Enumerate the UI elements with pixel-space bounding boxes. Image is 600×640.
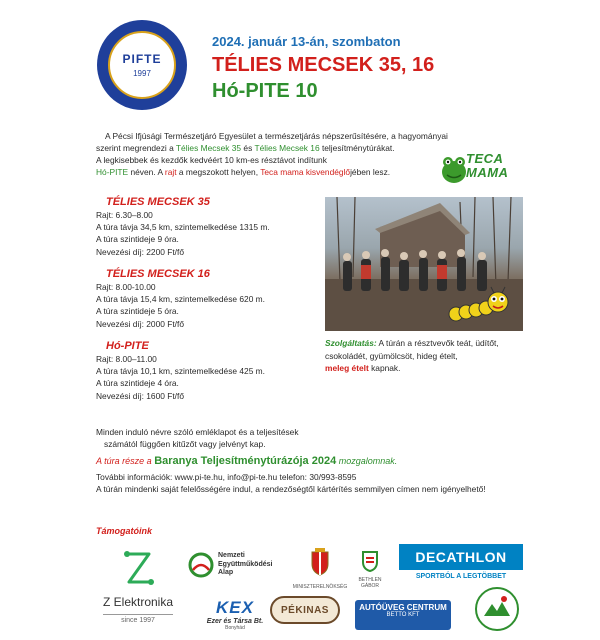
sponsor-ministry xyxy=(290,548,350,588)
intro-text-2b: és xyxy=(241,143,255,153)
service-line-2 xyxy=(325,350,525,363)
intro-hopite: Hó-PITE xyxy=(96,167,129,177)
event-date: 2024. január 13-án, szombaton xyxy=(212,34,401,49)
teca-mama-text xyxy=(466,152,508,180)
coat-of-arms-icon xyxy=(309,548,331,576)
tour-time: A túra szintideje 9 óra. xyxy=(96,234,179,245)
service-text-1: A túrán a résztvevők teát, üdítőt, xyxy=(376,338,499,348)
tour-distance: A túra távja 10,1 km, szintemelkedése 425 m. xyxy=(96,366,265,377)
intro-text-1: A Pécsi Ifjúsági Természetjáró Egyesület a természetjárás népszerűsítésére, a hagyományai xyxy=(105,131,448,141)
series-name: Baranya Teljesítménytúrázója 2024 xyxy=(154,455,337,467)
bethlen-logo-icon xyxy=(361,550,379,572)
kex-logo: KEX xyxy=(216,598,254,617)
intro-tour-16: Télies Mecsek 16 xyxy=(254,143,320,153)
intro-text-4d: a megszokott helyen, xyxy=(176,167,261,177)
service-line-3 xyxy=(325,362,525,375)
teca-text-1: TECA xyxy=(466,151,504,166)
z-elektronika-name: Z Elektronika xyxy=(102,595,174,609)
tour-fee: Nevezési díj: 2200 Ft/fő xyxy=(96,246,184,257)
autouveg-title: AUTÓÜVEG CENTRUM xyxy=(359,603,447,612)
sponsor-decathlon xyxy=(399,544,523,586)
caterpillar-mascot-icon xyxy=(448,286,510,326)
sponsor-bethlen xyxy=(350,550,390,589)
nea-logo-icon xyxy=(188,552,214,578)
intro-text-2a: szerint megrendezi a xyxy=(96,143,176,153)
club-logo-emblem xyxy=(108,31,176,99)
tour-fee: Nevezési díj: 2000 Ft/fő xyxy=(96,318,184,329)
intro-line-1 xyxy=(96,130,526,142)
tour-block-hopite xyxy=(96,340,265,402)
intro-teca-mama: Teca mama kisvendéglő xyxy=(260,167,351,177)
contact-info: További információk: www.pi-te.hu, info@pi-te.hu telefon: 30/993-8595 xyxy=(96,472,357,482)
event-subtitle: Hó-PITE 10 xyxy=(212,80,318,102)
intro-text-2c: teljesítménytúrákat. xyxy=(319,143,395,153)
tour-start: Rajt: 8.00–11.00 xyxy=(96,354,157,364)
service-text-3: kapnak. xyxy=(368,363,401,373)
award-line-2: számától függően kitűzőt vagy jelvényt kap. xyxy=(104,439,266,449)
ministry-name: MINISZTERELNÖKSÉG xyxy=(292,584,348,590)
service-label: Szolgáltatás: xyxy=(325,338,377,348)
club-logo-text: PIFTE xyxy=(122,52,162,66)
pekinas-name: PÉKINAS xyxy=(281,605,329,616)
nea-line-3: Alap xyxy=(218,569,234,576)
autouveg-logo xyxy=(355,600,451,630)
series-prefix: A túra része a xyxy=(96,456,155,466)
service-info xyxy=(325,337,525,375)
tour-title: Hó-PITE xyxy=(106,340,149,352)
teca-mama-logo xyxy=(440,150,526,186)
autouveg-sub: BETTO KFT xyxy=(386,612,420,618)
service-line-1 xyxy=(325,337,525,350)
bethlen-name: BETHLEN GÁBOR xyxy=(358,577,382,589)
bottom-info xyxy=(96,426,526,495)
tour-title: TÉLIES MECSEK 16 xyxy=(106,268,210,280)
nea-text xyxy=(218,552,272,578)
series-line xyxy=(96,455,526,467)
tour-title: TÉLIES MECSEK 35 xyxy=(106,196,210,208)
pekinas-badge xyxy=(270,596,340,624)
tour-time: A túra szintideje 5 óra. xyxy=(96,306,179,317)
tour-start: Rajt: 6.30–8.00 xyxy=(96,210,153,220)
sponsor-nea xyxy=(188,552,288,584)
tour-block-35 xyxy=(96,196,270,258)
series-suffix: mozgalomnak. xyxy=(336,456,398,466)
teca-text-2: MAMA xyxy=(466,165,509,180)
intro-tour-35: Télies Mecsek 35 xyxy=(175,143,242,153)
nea-line-1: Nemzeti xyxy=(218,552,245,559)
decathlon-logo: DECATHLON xyxy=(399,544,523,570)
sponsor-kex xyxy=(200,598,270,634)
frog-icon xyxy=(440,150,468,186)
club-logo-year: 1997 xyxy=(133,69,151,78)
z-elektronika-logo-icon xyxy=(121,548,155,588)
intro-text-4b: néven. A xyxy=(128,167,165,177)
tour-block-16 xyxy=(96,268,265,330)
service-text-2: csokoládét, gyümölcsöt, hideg ételt, xyxy=(325,350,458,361)
award-line-1: Minden induló névre szóló emléklapot és a teljesítések xyxy=(96,427,299,437)
z-elektronika-since: since 1997 xyxy=(103,614,173,624)
kex-location: Bonyhád xyxy=(225,625,245,631)
sponsors-title: Támogatóink xyxy=(96,526,153,536)
sponsor-pekinas xyxy=(270,596,340,630)
tour-fee: Nevezési díj: 1600 Ft/fő xyxy=(96,390,184,401)
round-sponsor-logo-icon xyxy=(474,586,520,632)
club-logo xyxy=(97,20,187,110)
tour-time: A túra szintideje 4 óra. xyxy=(96,378,179,389)
tour-distance: A túra távja 34,5 km, szintemelkedése 1315 m. xyxy=(96,222,270,233)
service-hot-meal: meleg ételt xyxy=(325,363,369,373)
decathlon-tagline: SPORTBÓL A LEGTÖBBET xyxy=(415,573,507,580)
event-title: TÉLIES MECSEK 35, 16 xyxy=(212,54,435,76)
intro-text-3: A legkisebbek és kezdők kedvéért 10 km-es résztávot indítunk xyxy=(96,155,327,165)
intro-rajt: rajt xyxy=(164,167,177,177)
disclaimer: A túrán mindenki saját felelősségére indul, a rendezőségtől kártérítés semmilyen címen nem igényelhető! xyxy=(96,484,486,494)
tour-start: Rajt: 8.00-10.00 xyxy=(96,282,156,292)
tour-distance: A túra távja 15,4 km, szintemelkedése 620 m. xyxy=(96,294,265,305)
sponsor-z-elektronika xyxy=(88,548,188,632)
sponsor-autouveg xyxy=(355,600,451,634)
intro-text-4f: jében lesz. xyxy=(350,167,391,177)
kex-company-name: Ezer és Társa Bt. xyxy=(206,618,264,625)
nea-line-2: Együttműködési xyxy=(218,560,273,568)
